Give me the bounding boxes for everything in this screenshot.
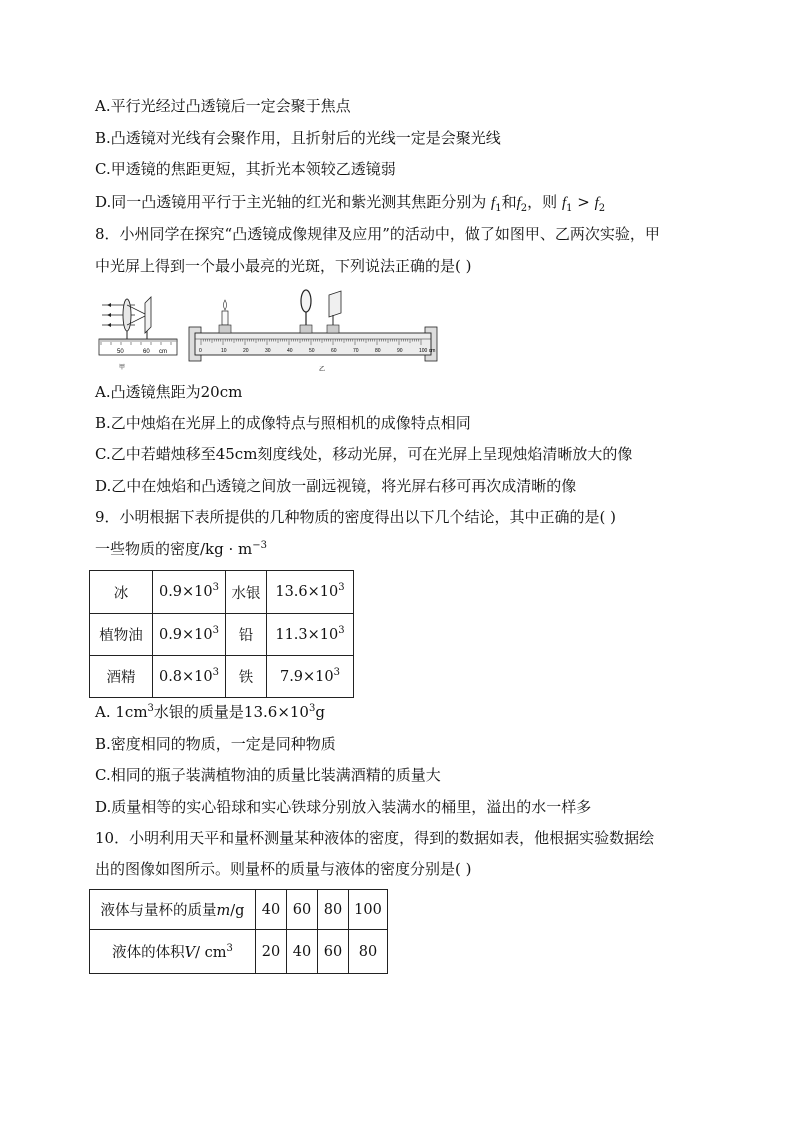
table-cell: 60 [287, 890, 318, 930]
bench-tick-label: 100 cm [419, 348, 436, 354]
q8-stem-line2: 中光屏上得到一个最小最亮的光斑，下列说法正确的是( ) [95, 257, 472, 275]
q7-option-d-text: D.同一凸透镜用平行于主光轴的红光和紫光测其焦距分别为 [95, 193, 487, 211]
bench-tick-label: 80 [375, 348, 381, 354]
liquid-data-table [89, 889, 388, 974]
density-table [89, 570, 354, 698]
density-value-cell: $0.9\times 10^3$ [153, 571, 226, 614]
light-screen-icon [329, 291, 341, 317]
screen-icon [145, 297, 151, 333]
substance-cell: 水银 [226, 571, 267, 614]
row-label-mass: 液体与量杯的质量m/g [90, 890, 256, 930]
q8-figure [97, 287, 447, 376]
q8-option-c: C.乙中若蜡烛移至45cm刻度线处，移动光屏，可在光屏上呈现烛焰清晰放大的像 [95, 445, 633, 463]
q9-option-a: A. $1cm^3$水银的质量是$13.6\times 10^3g$ [95, 703, 325, 721]
substance-cell: 铅 [226, 614, 267, 656]
substance-cell: 植物油 [90, 614, 153, 656]
q8-stem-line1: 8．小州同学在探究“凸透镜成像规律及应用”的活动中，做了如图甲、乙两次实验，甲 [95, 225, 660, 243]
bench-tick-label: 40 [287, 348, 293, 354]
bench-tick-label: 70 [353, 348, 359, 354]
density-value-cell: $11.3\times 10^3$ [267, 614, 354, 656]
q9-table-caption: 一些物质的密度$/kg \cdot m^{-3}$ [95, 540, 268, 558]
table-row [90, 571, 354, 614]
table-cell: 80 [318, 890, 349, 930]
q7-option-a: A.平行光经过凸透镜后一定会聚于焦点 [95, 97, 351, 115]
candle-icon [222, 311, 228, 325]
table-cell: 20 [256, 930, 287, 974]
table-row [90, 656, 354, 698]
flame-icon [224, 300, 227, 310]
q8-option-b: B.乙中烛焰在光屏上的成像特点与照相机的成像特点相同 [95, 414, 471, 432]
lens-icon [123, 299, 131, 331]
figure-jia [99, 297, 177, 371]
q7-option-c: C.甲透镜的焦距更短，其折光本领较乙透镜弱 [95, 160, 396, 178]
density-value-cell: $0.9\times 10^3$ [153, 614, 226, 656]
figure-label-yi: 乙 [319, 367, 326, 372]
bench-tick-label: 30 [265, 348, 271, 354]
table-row-volume [90, 930, 388, 974]
substance-cell: 铁 [226, 656, 267, 698]
bench-tick-label: 10 [221, 348, 227, 354]
table-cell: 80 [349, 930, 388, 974]
table-row-mass [90, 890, 388, 930]
substance-cell: 酒精 [90, 656, 153, 698]
ruler-tick-label: 60 [143, 349, 150, 355]
q8-option-d: D.乙中在烛焰和凸透镜之间放一副远视镜，将光屏右移可再次成清晰的像 [95, 477, 577, 495]
q9-option-c: C.相同的瓶子装满植物油的质量比装满酒精的质量大 [95, 766, 441, 784]
figure-label-jia: 甲 [119, 365, 126, 371]
q9-stem: 9．小明根据下表所提供的几种物质的密度得出以下几个结论，其中正确的是( ) [95, 508, 617, 526]
table-row [90, 614, 354, 656]
density-value-cell: $13.6\times 10^3$ [267, 571, 354, 614]
bench-tick-label: 0 [199, 348, 202, 354]
substance-cell: 冰 [90, 571, 153, 614]
q8-option-a: A.凸透镜焦距为20cm [95, 383, 243, 401]
q10-stem-line1: 10．小明利用天平和量杯测量某种液体的密度，得到的数据如表，他根据实验数据绘 [95, 829, 655, 847]
q8-figure-svg [97, 287, 447, 372]
bench-tick-label: 50 [309, 348, 315, 354]
density-value-cell: $7.9\times 10^3$ [267, 656, 354, 698]
table-cell: 40 [287, 930, 318, 974]
q7-option-b: B.凸透镜对光线有会聚作用，且折射后的光线一定是会聚光线 [95, 129, 501, 147]
ruler-unit-label: cm [159, 349, 167, 355]
convex-lens-icon [301, 290, 311, 312]
bench-tick-label: 60 [331, 348, 337, 354]
table-cell: 40 [256, 890, 287, 930]
q9-option-d: D.质量相等的实心铅球和实心铁球分别放入装满水的桶里，溢出的水一样多 [95, 798, 592, 816]
bench-tick-label: 90 [397, 348, 403, 354]
figure-yi [189, 290, 437, 372]
row-label-volume: 液体的体积V/ $cm^3$ [90, 930, 256, 974]
density-value-cell: $0.8\times 10^3$ [153, 656, 226, 698]
ruler-tick-label: 50 [117, 349, 124, 355]
table-cell: 60 [318, 930, 349, 974]
bench-tick-label: 20 [243, 348, 249, 354]
q9-option-b: B.密度相同的物质，一定是同种物质 [95, 735, 336, 753]
q7-option-d: D.同一凸透镜用平行于主光轴的红光和紫光测其焦距分别为 $f_1$和$f_2$，则 $f_1 > f_2$ [95, 193, 606, 214]
q10-stem-line2: 出的图像如图所示。则量杯的质量与液体的密度分别是( ) [95, 860, 472, 878]
table-cell: 100 [349, 890, 388, 930]
